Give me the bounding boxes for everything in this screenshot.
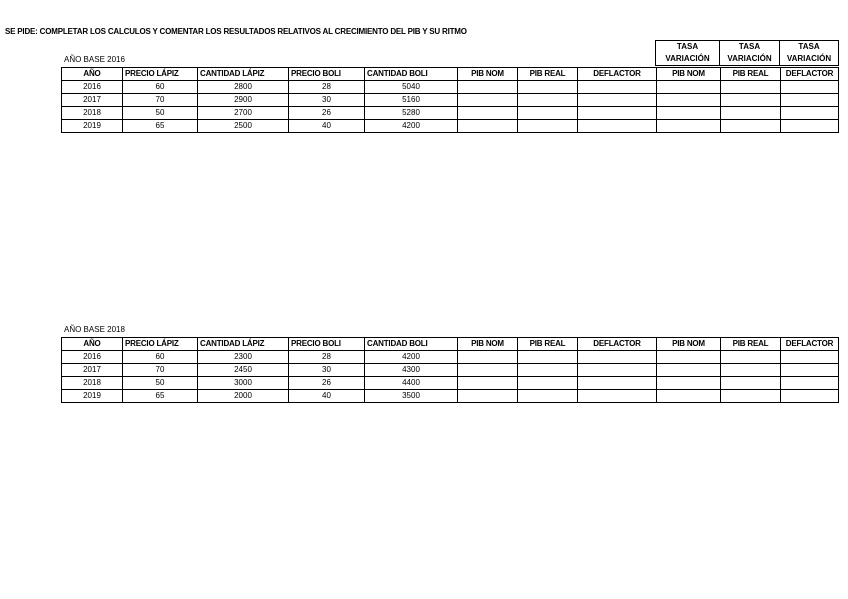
table-cell[interactable]: [458, 94, 518, 107]
table-row: [62, 81, 839, 94]
table-cell: 2450: [198, 364, 289, 377]
table-cell[interactable]: [721, 351, 781, 364]
data-table-base-2018: [61, 337, 839, 403]
table-cell: 28: [289, 351, 365, 364]
table-row: [62, 351, 839, 364]
table-cell[interactable]: [458, 364, 518, 377]
table-cell[interactable]: [458, 120, 518, 133]
table-cell[interactable]: [721, 120, 781, 133]
table-cell: 5040: [365, 81, 458, 94]
col-header-precio-lapiz: PRECIO LÁPIZ: [123, 68, 198, 81]
table-cell[interactable]: [721, 81, 781, 94]
table-cell[interactable]: [578, 94, 657, 107]
table-cell: 40: [289, 390, 365, 403]
base-year-label: AÑO BASE 2016: [64, 55, 125, 64]
table-cell: 4400: [365, 377, 458, 390]
table-cell[interactable]: [721, 364, 781, 377]
col-header-ano: AÑO: [62, 338, 123, 351]
tasa-label: TASA: [656, 41, 720, 54]
table-cell[interactable]: [657, 351, 721, 364]
table-cell[interactable]: [721, 377, 781, 390]
variacion-label: VARIACIÓN: [780, 53, 839, 66]
table-cell[interactable]: [721, 94, 781, 107]
tasa-label: TASA: [720, 41, 780, 54]
table-cell[interactable]: [657, 120, 721, 133]
table-cell: 60: [123, 351, 198, 364]
table-cell[interactable]: [458, 390, 518, 403]
col-header-tasa-deflactor: DEFLACTOR: [781, 68, 839, 81]
col-header-ano: AÑO: [62, 68, 123, 81]
table-cell[interactable]: [781, 120, 839, 133]
table-cell[interactable]: [518, 351, 578, 364]
col-header-precio-boli: PRECIO BOLI: [289, 338, 365, 351]
table-cell: 2900: [198, 94, 289, 107]
col-header-pib-real: PIB REAL: [518, 68, 578, 81]
table-cell[interactable]: [578, 351, 657, 364]
table-cell[interactable]: [458, 377, 518, 390]
table-cell[interactable]: [578, 377, 657, 390]
table-cell[interactable]: [578, 107, 657, 120]
table-cell: 2017: [62, 94, 123, 107]
col-header-cantidad-lapiz: CANTIDAD LÁPIZ: [198, 338, 289, 351]
base-year-label: AÑO BASE 2018: [64, 325, 125, 334]
table-cell[interactable]: [781, 390, 839, 403]
table-cell[interactable]: [518, 81, 578, 94]
table-cell: 2300: [198, 351, 289, 364]
table-row: [62, 94, 839, 107]
table-cell: 70: [123, 94, 198, 107]
data-table-base-2016: [61, 67, 839, 133]
table-cell[interactable]: [781, 351, 839, 364]
col-header-cantidad-lapiz: CANTIDAD LÁPIZ: [198, 68, 289, 81]
table-cell[interactable]: [657, 364, 721, 377]
instruction-text: SE PIDE: COMPLETAR LOS CALCULOS Y COMENTAR LOS RESULTADOS RELATIVOS AL CRECIMIENTO DEL PIB Y SU RITMO: [5, 27, 467, 36]
col-header-precio-boli: PRECIO BOLI: [289, 68, 365, 81]
variacion-label: VARIACIÓN: [720, 53, 780, 66]
table-cell: 70: [123, 364, 198, 377]
table-cell: 40: [289, 120, 365, 133]
col-header-cantidad-boli: CANTIDAD BOLI: [365, 338, 458, 351]
col-header-deflactor-2: DEFLACTOR: [781, 338, 839, 351]
table-header-row: [62, 338, 839, 351]
table-cell: 5160: [365, 94, 458, 107]
col-header-pib-nom: PIB NOM: [458, 68, 518, 81]
table-cell[interactable]: [458, 351, 518, 364]
col-header-cantidad-boli: CANTIDAD BOLI: [365, 68, 458, 81]
table-cell[interactable]: [518, 364, 578, 377]
col-header-deflactor: DEFLACTOR: [578, 68, 657, 81]
table-cell[interactable]: [657, 94, 721, 107]
table-cell[interactable]: [458, 107, 518, 120]
table-cell: 2500: [198, 120, 289, 133]
table-cell: 2019: [62, 390, 123, 403]
table-cell: 2000: [198, 390, 289, 403]
table-cell[interactable]: [578, 364, 657, 377]
table-cell[interactable]: [781, 377, 839, 390]
table-cell: 4300: [365, 364, 458, 377]
table-cell: 2019: [62, 120, 123, 133]
table-cell: 2017: [62, 364, 123, 377]
table-cell: 28: [289, 81, 365, 94]
table-cell[interactable]: [721, 107, 781, 120]
table-row: [62, 107, 839, 120]
table-cell[interactable]: [518, 120, 578, 133]
col-header-pib-nom: PIB NOM: [458, 338, 518, 351]
col-header-precio-lapiz: PRECIO LÁPIZ: [123, 338, 198, 351]
table-cell[interactable]: [518, 390, 578, 403]
table-cell[interactable]: [781, 81, 839, 94]
col-header-deflactor: DEFLACTOR: [578, 338, 657, 351]
table-cell[interactable]: [657, 377, 721, 390]
table-cell[interactable]: [578, 390, 657, 403]
table-cell[interactable]: [578, 120, 657, 133]
table-cell[interactable]: [657, 107, 721, 120]
table-row: [62, 390, 839, 403]
table-row: [62, 120, 839, 133]
table-cell: 4200: [365, 351, 458, 364]
table-cell: 2016: [62, 351, 123, 364]
table-cell: 30: [289, 94, 365, 107]
table2-body: [62, 351, 839, 403]
table-cell: 5280: [365, 107, 458, 120]
variacion-label: VARIACIÓN: [656, 53, 720, 66]
col-header-pib-real-2: PIB REAL: [721, 338, 781, 351]
col-header-tasa-pib-real: PIB REAL: [721, 68, 781, 81]
table-cell[interactable]: [518, 94, 578, 107]
table-cell: 50: [123, 107, 198, 120]
table-cell: 3500: [365, 390, 458, 403]
table-cell[interactable]: [781, 107, 839, 120]
table-cell[interactable]: [781, 94, 839, 107]
table-cell[interactable]: [518, 107, 578, 120]
table-cell: 3000: [198, 377, 289, 390]
table-cell: 2016: [62, 81, 123, 94]
table-cell: 2800: [198, 81, 289, 94]
table-cell: 2018: [62, 377, 123, 390]
table-cell[interactable]: [721, 390, 781, 403]
table-cell: 50: [123, 377, 198, 390]
table-cell: 65: [123, 120, 198, 133]
table-header-row: [62, 68, 839, 81]
col-header-pib-real: PIB REAL: [518, 338, 578, 351]
table-cell[interactable]: [657, 390, 721, 403]
table-cell[interactable]: [657, 81, 721, 94]
tasa-variacion-header: [655, 40, 839, 66]
table-cell: 65: [123, 390, 198, 403]
table-cell[interactable]: [781, 364, 839, 377]
table-row: [62, 364, 839, 377]
table-row: [62, 377, 839, 390]
table-cell: 30: [289, 364, 365, 377]
col-header-pib-nom-2: PIB NOM: [657, 338, 721, 351]
col-header-tasa-pib-nom: PIB NOM: [657, 68, 721, 81]
table-cell: 2700: [198, 107, 289, 120]
tasa-label: TASA: [780, 41, 839, 54]
table-cell: 2018: [62, 107, 123, 120]
table-cell[interactable]: [578, 81, 657, 94]
table-cell: 60: [123, 81, 198, 94]
table-cell[interactable]: [518, 377, 578, 390]
table-cell: 26: [289, 377, 365, 390]
table-cell: 4200: [365, 120, 458, 133]
table1-body: [62, 81, 839, 133]
table-cell[interactable]: [458, 81, 518, 94]
table-cell: 26: [289, 107, 365, 120]
